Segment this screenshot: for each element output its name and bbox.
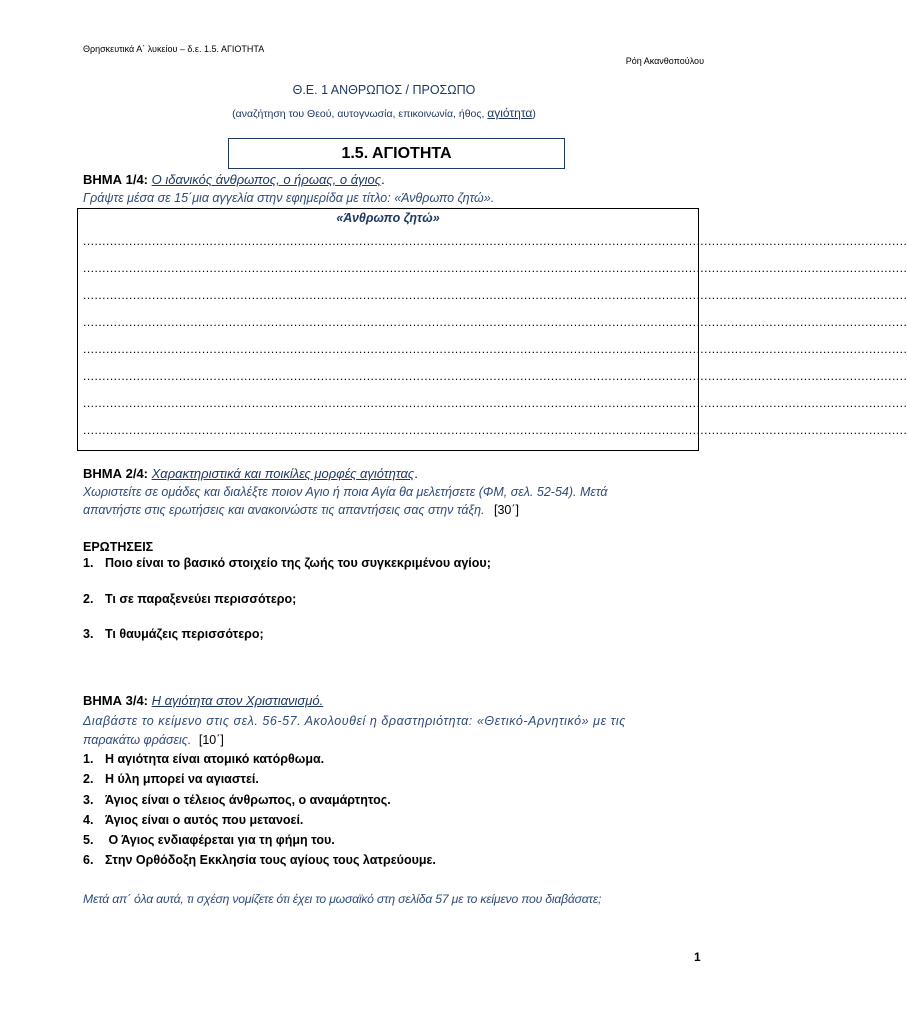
statement-number: 2.: [83, 772, 94, 786]
statement-text: Άγιος είναι ο αυτός που μετανοεί.: [105, 813, 304, 827]
statement-text: Στην Ορθόδοξη Εκκλησία τους αγίους τους λατρεύουμε.: [105, 853, 436, 867]
statement-item: [83, 853, 436, 867]
step2-instruction-line2: [83, 503, 519, 517]
statement-number: 1.: [83, 752, 94, 766]
writing-line: .......................................................................................................................................................................................................................: [83, 315, 907, 329]
statement-text: Η αγιότητα είναι ατομικό κατόρθωμα.: [105, 752, 325, 766]
unit-title: Θ.Ε. 1 ΑΝΘΡΩΠΟΣ / ΠΡΟΣΩΠΟ: [292, 83, 476, 97]
question-item: [83, 627, 264, 641]
question-item: [83, 592, 296, 606]
statement-item: [83, 752, 324, 766]
unit-subtitle: [0, 106, 768, 120]
writing-line: .......................................................................................................................................................................................................................: [83, 288, 907, 302]
statement-number: 4.: [83, 813, 94, 827]
step3-time: [10΄]: [198, 733, 224, 747]
lesson-title: 1.5. ΑΓΙΟΤΗΤΑ: [341, 144, 452, 162]
step1-title: Ο ιδανικός άνθρωπος, ο ήρωας, ο άγιος: [151, 172, 382, 187]
questions-header: ΕΡΩΤΗΣΕΙΣ: [83, 540, 154, 554]
statement-item: [83, 772, 259, 786]
step2-title: Χαρακτηριστικά και ποικίλες μορφές αγιότητας: [151, 466, 415, 481]
question-number: 2.: [83, 592, 94, 606]
writing-line: .......................................................................................................................................................................................................................: [83, 342, 907, 356]
step1-instruction: Γράψτε μέσα σε 15΄μια αγγελία στην εφημερίδα με τίτλο: «Άνθρωπο ζητώ».: [83, 191, 495, 205]
statement-item: [83, 793, 391, 807]
unit-subtitle-suffix: ): [532, 108, 536, 120]
step2-instruction-line1: Χωριστείτε σε ομάδες και διαλέξτε ποιον Αγιο ή ποια Αγία θα μελετήσετε (ΦΜ, σελ. 52-54). Μετά: [83, 485, 608, 499]
statement-text: Η ύλη μπορεί να αγιαστεί.: [105, 772, 259, 786]
question-text: Τι θαυμάζεις περισσότερο;: [105, 627, 264, 641]
writing-line: .......................................................................................................................................................................................................................: [83, 369, 907, 383]
question-number: 1.: [83, 556, 94, 570]
step1-label: ΒΗΜΑ 1/4:: [83, 172, 152, 187]
question-text: Τι σε παραξενεύει περισσότερο;: [105, 592, 297, 606]
statement-number: 6.: [83, 853, 94, 867]
step3-label: ΒΗΜΑ 3/4:: [83, 693, 152, 708]
step3-instruction-text: παρακάτω φράσεις.: [83, 733, 192, 747]
statement-text: Άγιος είναι ο τέλειος άνθρωπος, ο αναμάρτητος.: [105, 793, 391, 807]
question-item: [83, 556, 491, 570]
step2-heading: ΒΗΜΑ 2/4: Χαρακτηριστικά και ποικίλες μορφές αγιότητας.: [83, 466, 418, 481]
step3-heading: [83, 693, 323, 708]
statement-number: 5.: [83, 833, 94, 847]
page-number: 1: [694, 950, 701, 964]
lesson-title-box: [228, 138, 565, 169]
step3-instruction-line2: [83, 733, 224, 747]
writing-line: .......................................................................................................................................................................................................................: [83, 261, 907, 275]
document-header-author: Ρόη Ακανθοπούλου: [625, 56, 704, 66]
writing-line: .......................................................................................................................................................................................................................: [83, 423, 907, 437]
writing-box-title: «Άνθρωπο ζητώ»: [336, 211, 440, 225]
statement-item: [83, 813, 303, 827]
statement-item: [83, 833, 335, 847]
step2-time: [30΄]: [494, 503, 520, 517]
writing-line: .......................................................................................................................................................................................................................: [83, 396, 907, 410]
step3-closing-question: Μετά απ΄ όλα αυτά, τι σχέση νομίζετε ότι έχει το μωσαϊκό στη σελίδα 57 με το κείμενο που διαβάσατε;: [83, 892, 602, 906]
statement-text: Ο Άγιος ενδιαφέρεται για τη φήμη του.: [105, 833, 335, 847]
writing-line: .......................................................................................................................................................................................................................: [83, 234, 907, 248]
unit-subtitle-prefix: (αναζήτηση του Θεού, αυτογνωσία, επικοινωνία, ήθος,: [232, 108, 488, 120]
question-text: Ποιο είναι το βασικό στοιχείο της ζωής του συγκεκριμένου αγίου;: [105, 556, 491, 570]
document-header-left: Θρησκευτικά Α΄ λυκείου – δ.ε. 1.5. ΑΓΙΟΤΗΤΑ: [83, 44, 265, 54]
step3-title: Η αγιότητα στον Χριστιανισμό.: [151, 693, 324, 708]
step2-instruction-text: απαντήστε στις ερωτήσεις και ανακοινώστε τις απαντήσεις σας στην τάξη.: [83, 503, 485, 517]
unit-subtitle-highlight: αγιότητα: [487, 106, 533, 120]
statement-number: 3.: [83, 793, 94, 807]
step1-heading: ΒΗΜΑ 1/4: Ο ιδανικός άνθρωπος, ο ήρωας, ο άγιος.: [83, 172, 385, 187]
step3-instruction-line1: Διαβάστε το κείμενο στις σελ. 56-57. Ακολουθεί η δραστηριότητα: «Θετικό-Αρνητικό» με τις: [83, 714, 626, 728]
step2-label: ΒΗΜΑ 2/4:: [83, 466, 152, 481]
question-number: 3.: [83, 627, 94, 641]
